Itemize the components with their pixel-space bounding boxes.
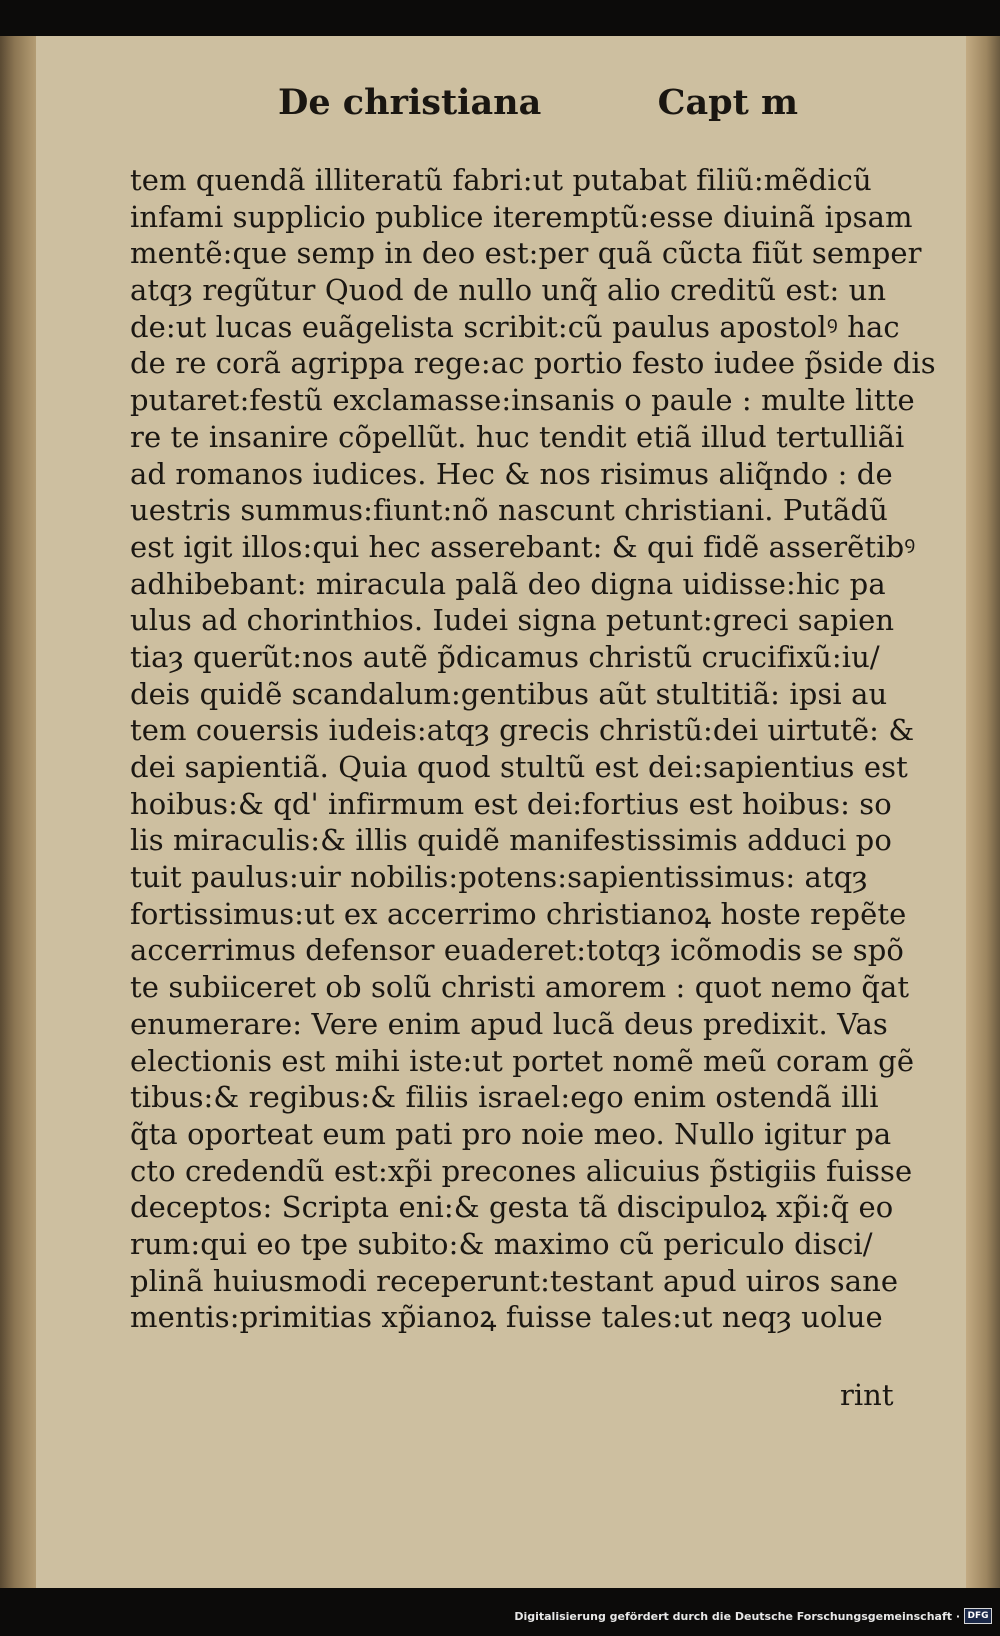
page-edge-right [966,36,1000,1588]
text-line: de:ut lucas euãgelista scribit:cũ paulus apostolꝰ hac [130,309,900,344]
text-line: tem quendã illiteratũ fabri:ut putabat filiũ:mẽdicũ [130,163,872,197]
text-line: re te insanire cõpellũt. huc tendit etiã illud tertulliãi [130,419,905,454]
text-line: tibus:& regibus:& filiis israel:ego enim ostendã illi [130,1080,879,1115]
text-line: tem couersis iudeis:atqȝ grecis christũ:dei uirtutẽ: & [130,713,915,748]
footer-bar [0,1598,1000,1636]
text-line: accerrimus defensor euaderet:totqȝ icõmodis se spõ [130,933,904,968]
text-line: te subiiceret ob solũ christi amorem : quot nemo q̃at [130,970,910,1005]
text-line: hoibus:& qd' infirmum est dei:fortius est hoibus: so [130,786,892,821]
text-line: ulus ad chorinthios. Iudei signa petunt:greci sapien [130,603,895,638]
text-line: putaret:festũ exclamasse:insanis o paule : multe litte [130,383,915,418]
text-line: plinã huiusmodi receperunt:testant apud uiros sane [130,1263,899,1298]
running-title: De christiana [278,82,542,123]
text-line: deceptos: Scripta eni:& gesta tã discipuloꝝ xp̃i:q̃ eo [130,1190,894,1225]
text-line: dei sapientiã. Quia quod stultũ est dei:sapientius est [130,750,908,784]
text-line: tuit paulus:uir nobilis:potens:sapientissimus: atqȝ [130,860,868,895]
text-line: q̃ta oporteat eum pati pro noie meo. Nullo igitur pa [130,1116,892,1151]
text-line: electionis est mihi iste:ut portet nomẽ meũ coram gẽ [130,1043,915,1078]
chapter-label: Capt m [657,82,798,123]
catchword: rint [840,1378,894,1412]
text-line: cto credendũ est:xp̃i precones alicuius p̃stigiis fuisse [130,1153,913,1188]
text-line: atqȝ regũtur Quod de nullo unq̃ alio creditũ est: un [130,273,887,308]
text-line: uestris summus:fiunt:nõ nascunt christiani. Putãdũ [130,493,888,528]
text-line: est igit illos:qui hec asserebant: & qui fidẽ asserẽtibꝰ [130,529,916,564]
page-edge-left [0,36,36,1588]
dfg-logo: DFG [964,1608,992,1624]
text-line: enumerare: Vere enim apud lucã deus predixit. Vas [130,1006,888,1041]
text-block [130,162,936,1336]
text-line: mentẽ:que semp in deo est:per quã cũcta fiũt semper [130,236,922,271]
running-header [278,82,798,142]
text-line: adhibebant: miracula palã deo digna uidisse:hic pa [130,566,886,601]
text-line: ad romanos iudices. Hec & nos risimus aliq̃ndo : de [130,456,893,491]
text-line: infami supplicio publice iteremptũ:esse diuinã ipsam [130,199,913,234]
text-line: mentis:primitias xp̃ianoꝝ fuisse tales:ut neqȝ uolue [130,1300,883,1335]
digitization-credit: Digitalisierung gefördert durch die Deutsche Forschungsgemeinschaft · [514,1610,960,1623]
text-line: tiaȝ querũt:nos autẽ p̃dicamus christũ crucifixũ:iu/ [130,639,880,674]
text-line: deis quidẽ scandalum:gentibus aũt stultitiã: ipsi au [130,676,888,711]
text-line: lis miraculis:& illis quidẽ manifestissimis adduci po [130,823,892,858]
text-line: de re corã agrippa rege:ac portio festo iudee p̃side dis [130,346,936,381]
text-line: fortissimus:ut ex accerrimo christianoꝝ hoste repẽte [130,896,907,931]
text-line: rum:qui eo tpe subito:& maximo cũ periculo disci/ [130,1226,873,1261]
